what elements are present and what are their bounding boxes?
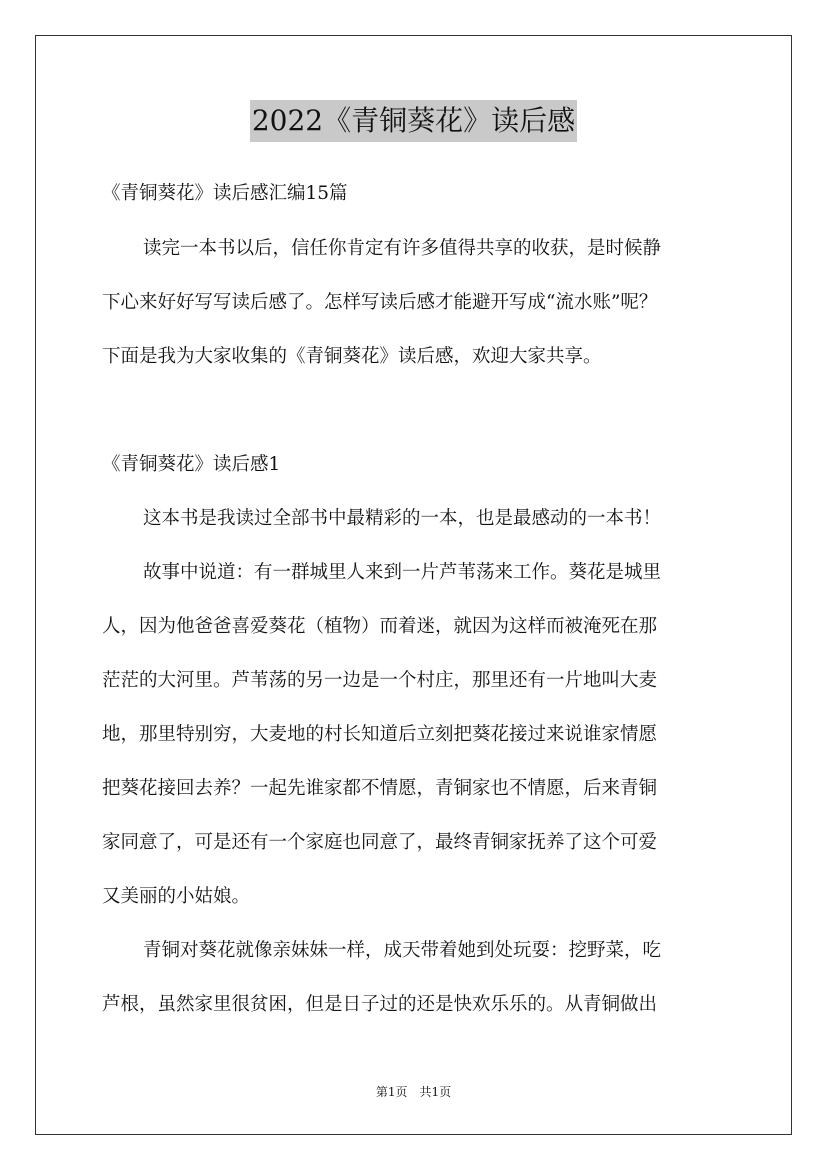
body-line-1: 这本书是我读过全部书中最精彩的一本，也是最感动的一本书！ — [143, 508, 662, 529]
body-line-9: 青铜对葵花就像亲妹妹一样，成天带着她到处玩耍：挖野菜，吃 — [143, 940, 662, 961]
body-line-8: 又美丽的小姑娘。 — [102, 886, 251, 907]
body-line-7: 家同意了，可是还有一个家庭也同意了，最终青铜家抚养了这个可爱 — [102, 832, 658, 853]
title-container — [0, 100, 827, 142]
body-line-10: 芦根，虽然家里很贫困，但是日子过的还是快欢乐乐的。从青铜做出 — [102, 994, 658, 1015]
intro-line-1: 读完一本书以后，信任你肯定有许多值得共享的收获，是时候静 — [143, 238, 662, 259]
document-subtitle: 《青铜葵花》读后感汇编15篇 — [102, 183, 348, 204]
page-footer: 第1页 共1页 — [375, 1085, 452, 1099]
body-line-2: 故事中说道：有一群城里人来到一片芦苇荡来工作。葵花是城里 — [143, 562, 662, 583]
intro-line-3: 下面是我为大家收集的《青铜葵花》读后感，欢迎大家共享。 — [102, 346, 602, 367]
body-line-6: 把葵花接回去养？一起先谁家都不情愿，青铜家也不情愿，后来青铜 — [102, 778, 658, 799]
intro-line-2: 下心来好好写写读后感了。怎样写读后感才能避开写成“流水账”呢？ — [102, 292, 658, 313]
body-line-4: 茫茫的大河里。芦苇荡的另一边是一个村庄，那里还有一片地叫大麦 — [102, 670, 658, 691]
section-heading: 《青铜葵花》读后感1 — [102, 454, 281, 475]
document-title: 2022《青铜葵花》读后感 — [250, 100, 577, 142]
body-line-5: 地，那里特别穷，大麦地的村长知道后立刻把葵花接过来说谁家情愿 — [102, 724, 658, 745]
body-line-3: 人，因为他爸爸喜爱葵花（植物）而着迷，就因为这样而被淹死在那 — [102, 616, 658, 637]
